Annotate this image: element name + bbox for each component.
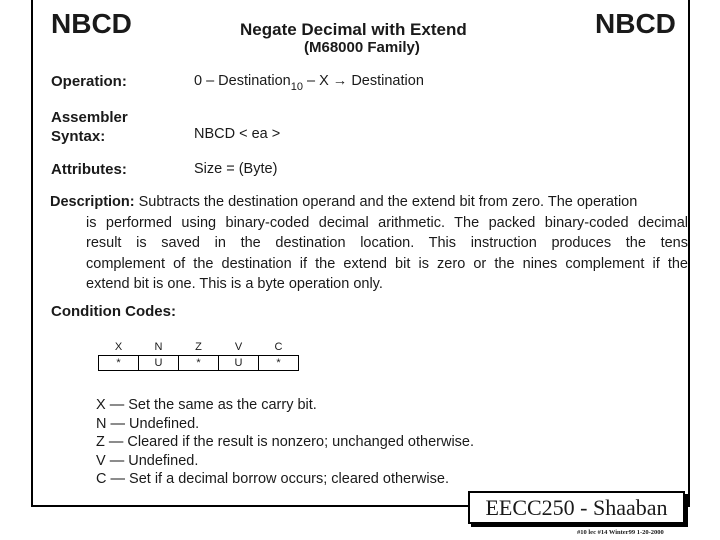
cc-header-v: V (234, 341, 243, 353)
cc-value-c: * (259, 356, 299, 371)
condition-codes-table (98, 341, 299, 371)
cc-value-z: * (179, 356, 219, 371)
description-label: Description: (50, 194, 135, 210)
cc-value-x: * (99, 356, 139, 371)
cc-value-n: U (139, 356, 179, 371)
cc-header-x: X (114, 341, 123, 353)
attributes-label: Attributes: (51, 161, 127, 178)
cc-description-x: X — Set the same as the carry bit. (96, 397, 317, 413)
cc-description-n: N — Undefined. (96, 415, 200, 432)
description-line: is performed using binary-coded decimal arithmetic. The packed binary-coded decimal (86, 214, 688, 231)
operation-label: Operation: (51, 73, 127, 90)
family-subtitle: (M68000 Family) (304, 39, 420, 56)
description-first-line: Description: Subtracts the destination operand and the extend bit from zero. The operation (50, 194, 638, 210)
cc-header-n: N (154, 341, 163, 353)
attributes-value: Size = (Byte) (194, 161, 278, 177)
condition-codes-descriptions (96, 396, 474, 489)
syntax-value: NBCD < ea > (194, 126, 281, 142)
operation-value: 0 – Destination$_{10}$ – X → Destination (194, 73, 424, 93)
syntax-label: Assembler Syntax: (51, 109, 128, 145)
description-block (50, 192, 688, 295)
description-line: complement of the destination if the extend bit is zero or the nines complement if the (86, 255, 688, 272)
operation-subscript: 10 (290, 81, 303, 93)
cc-header-c: C (274, 341, 283, 353)
cc-description-z: Z — Cleared if the result is nonzero; unchanged otherwise. (96, 434, 475, 451)
cc-header-z: Z (195, 341, 202, 353)
condition-codes-header-row (99, 341, 299, 356)
condition-codes-label: Condition Codes: (51, 303, 176, 320)
description-line: result is saved in the destination location. This instruction produces the tens (86, 235, 688, 251)
cc-description-c: C — Set if a decimal borrow occurs; cleared otherwise. (96, 471, 449, 488)
condition-codes-value-row (99, 356, 299, 371)
footer-note: #10 lec #14 Winter99 1-20-2000 (577, 529, 664, 536)
cc-description-v: V — Undefined. (96, 452, 199, 469)
instruction-title: Negate Decimal with Extend (240, 20, 467, 39)
mnemonic-right: NBCD (595, 8, 676, 39)
mnemonic-left: NBCD (51, 8, 132, 39)
description-line: extend bit is one. This is a byte operation only. (86, 276, 383, 292)
course-badge: EECC250 - Shaaban (468, 491, 685, 524)
cc-value-v: U (219, 356, 259, 371)
